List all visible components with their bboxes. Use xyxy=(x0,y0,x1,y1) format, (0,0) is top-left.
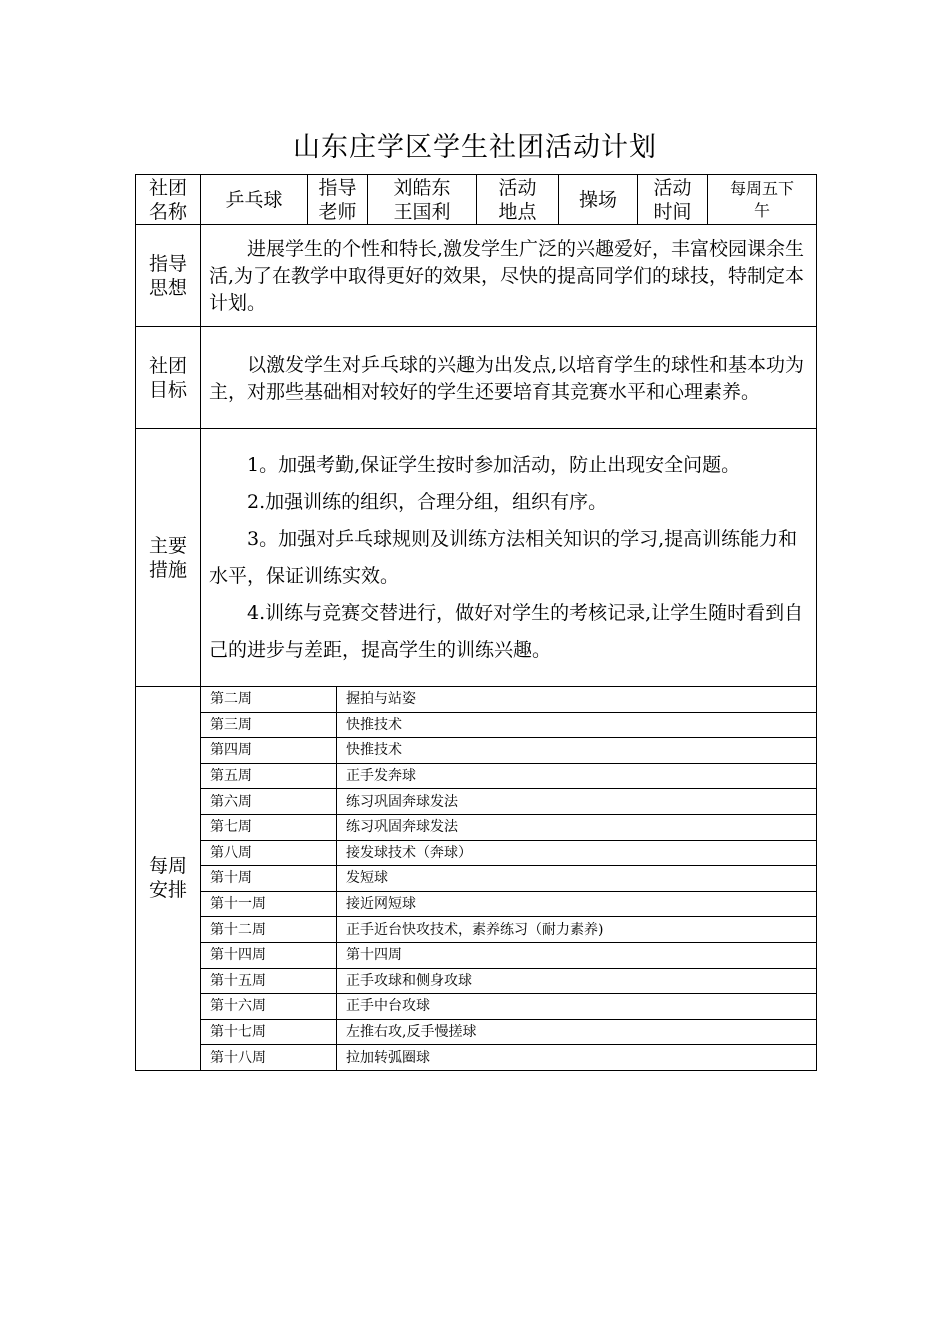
week-label: 第十五周 xyxy=(201,968,337,994)
schedule-week-row xyxy=(201,891,816,917)
club-name-label: 社团 名称 xyxy=(136,175,201,225)
page-title: 山东庄学区学生社团活动计划 xyxy=(293,132,657,163)
week-label: 第十二周 xyxy=(201,917,337,943)
schedule-week-row xyxy=(201,917,816,943)
week-label: 第六周 xyxy=(201,789,337,815)
week-content: 练习巩固奔球发法 xyxy=(337,814,817,840)
schedule-week-row xyxy=(201,789,816,815)
weekly-schedule-table xyxy=(201,687,816,1070)
goal-text: 以激发学生对乒乓球的兴趣为出发点,以培育学生的球性和基本功为主，对那些基础相对较好的学生还要培育其竞赛水平和心理素养。 xyxy=(209,354,805,403)
guiding-thought-text: 进展学生的个性和特长,激发学生广泛的兴趣爱好，丰富校园课余生活,为了在教学中取得更好的效果，尽快的提高同学们的球技，特制定本计划。 xyxy=(209,238,805,314)
measure-item: 4.训练与竞赛交替进行，做好对学生的考核记录,让学生随时看到自己的进步与差距，提高学生的训练兴趣。 xyxy=(209,602,804,661)
week-label: 第十七周 xyxy=(201,1019,337,1045)
week-content: 正手发奔球 xyxy=(337,763,817,789)
week-label: 第三周 xyxy=(201,712,337,738)
teacher-name: 刘皓东 xyxy=(393,176,451,199)
week-content: 正手攻球和侧身攻球 xyxy=(337,968,817,994)
week-label: 第十六周 xyxy=(201,994,337,1020)
schedule-week-row xyxy=(201,687,816,712)
week-content: 第十四周 xyxy=(337,942,817,968)
week-content: 发短球 xyxy=(337,866,817,892)
week-content: 左推右攻,反手慢搓球 xyxy=(337,1019,817,1045)
week-content: 接发球技术（奔球） xyxy=(337,840,817,866)
schedule-week-row xyxy=(201,866,816,892)
week-content: 正手中台攻球 xyxy=(337,994,817,1020)
schedule-row xyxy=(136,687,817,1071)
measure-item: 3。加强对乒乓球规则及训练方法相关知识的学习,提高训练能力和水平，保证训练实效。 xyxy=(209,528,798,587)
week-label: 第十八周 xyxy=(201,1045,337,1070)
schedule-week-row xyxy=(201,738,816,764)
location-value: 操场 xyxy=(559,175,638,225)
schedule-week-row xyxy=(201,763,816,789)
week-label: 第十周 xyxy=(201,866,337,892)
schedule-week-row xyxy=(201,968,816,994)
guiding-thought-row xyxy=(136,225,817,327)
week-content: 接近网短球 xyxy=(337,891,817,917)
schedule-week-row xyxy=(201,942,816,968)
week-label: 第八周 xyxy=(201,840,337,866)
week-label: 第十一周 xyxy=(201,891,337,917)
week-content: 正手近台快攻技术，素养练习（耐力素养) xyxy=(337,917,817,943)
schedule-week-row xyxy=(201,1019,816,1045)
week-content: 练习巩固奔球发法 xyxy=(337,789,817,815)
week-content: 快推技术 xyxy=(337,738,817,764)
week-content: 握拍与站姿 xyxy=(337,687,817,712)
club-plan-table xyxy=(135,174,817,1071)
goal-row xyxy=(136,327,817,429)
teacher-names xyxy=(368,175,477,225)
goal-cell xyxy=(201,327,817,429)
week-label: 第二周 xyxy=(201,687,337,712)
club-name-value: 乒乓球 xyxy=(201,175,308,225)
measure-item: 1。加强考勤,保证学生按时参加活动，防止出现安全问题。 xyxy=(247,454,741,476)
measures-label: 主要 措施 xyxy=(136,429,201,687)
header-row xyxy=(136,175,817,225)
schedule-week-row xyxy=(201,994,816,1020)
measure-item: 2.加强训练的组织，合理分组，组织有序。 xyxy=(247,491,608,513)
measures-row xyxy=(136,429,817,687)
teacher-label: 指导 老师 xyxy=(308,175,368,225)
week-label: 第七周 xyxy=(201,814,337,840)
week-content: 快推技术 xyxy=(337,712,817,738)
schedule-week-row xyxy=(201,712,816,738)
schedule-label: 每周 安排 xyxy=(136,687,201,1071)
schedule-week-row xyxy=(201,1045,816,1070)
schedule-week-row xyxy=(201,814,816,840)
week-content: 拉加转弧圈球 xyxy=(337,1045,817,1070)
schedule-week-row xyxy=(201,840,816,866)
guiding-thought-cell xyxy=(201,225,817,327)
time-label: 活动 时间 xyxy=(638,175,708,225)
week-label: 第五周 xyxy=(201,763,337,789)
schedule-cell xyxy=(201,687,817,1071)
week-label: 第十四周 xyxy=(201,942,337,968)
guiding-thought-label: 指导 思想 xyxy=(136,225,201,327)
time-value: 每周五下 午 xyxy=(708,175,817,225)
week-label: 第四周 xyxy=(201,738,337,764)
location-label: 活动 地点 xyxy=(477,175,559,225)
measures-cell xyxy=(201,429,817,687)
goal-label: 社团 目标 xyxy=(136,327,201,429)
teacher-name: 王国利 xyxy=(393,200,451,223)
